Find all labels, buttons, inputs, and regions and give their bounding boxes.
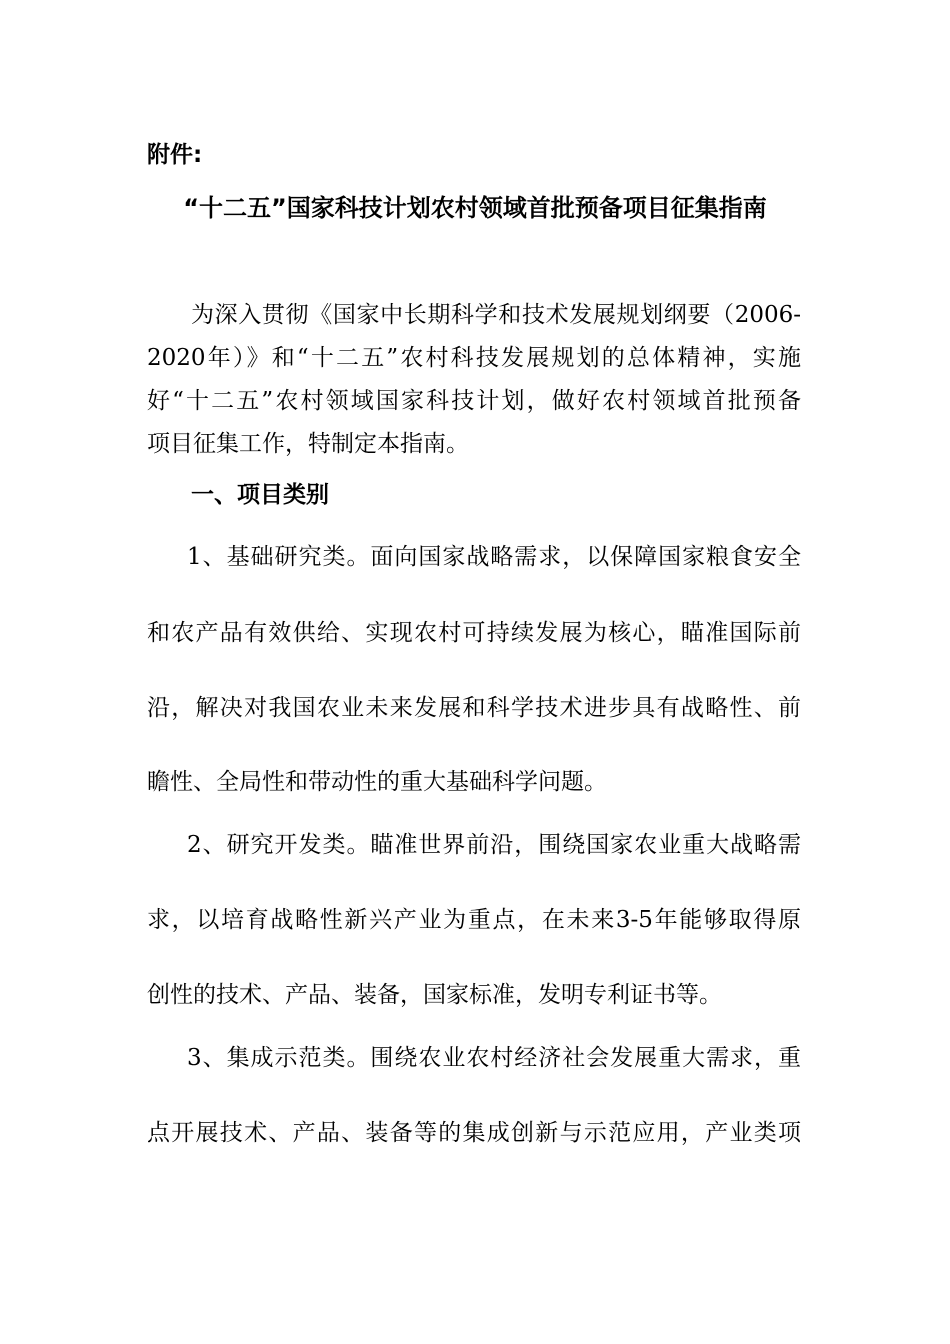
item1-line-4: 瞻性、全局性和带动性的重大基础科学问题。: [147, 769, 607, 795]
document-title: “十二五”国家科技计划农村领域首批预备项目征集指南: [183, 194, 767, 222]
item1-line-3: 沿，解决对我国农业未来发展和科学技术进步具有战略性、前: [147, 695, 801, 721]
intro-line-3: 好“十二五”农村领域国家科技计划，做好农村领域首批预备: [147, 388, 801, 414]
item1-line-1: 1、基础研究类。面向国家战略需求，以保障国家粮食安全: [187, 544, 801, 570]
section-heading: 一、项目类别: [191, 482, 329, 508]
intro-line-2: 2020年）》和“十二五”农村科技发展规划的总体精神，实施: [147, 345, 801, 371]
attachment-label: 附件:: [147, 142, 203, 168]
item2-line-3: 创性的技术、产品、装备，国家标准，发明专利证书等。: [147, 982, 722, 1008]
intro-line-4: 项目征集工作，特制定本指南。: [147, 431, 469, 457]
item1-line-2: 和农产品有效供给、实现农村可持续发展为核心，瞄准国际前: [147, 620, 801, 646]
item3-line-2: 点开展技术、产品、装备等的集成创新与示范应用，产业类项: [147, 1120, 801, 1146]
intro-line-1: 为深入贯彻《国家中长期科学和技术发展规划纲要（2006-: [191, 302, 801, 328]
item2-line-2: 求，以培育战略性新兴产业为重点，在未来3-5年能够取得原: [147, 907, 801, 933]
item2-line-1: 2、研究开发类。瞄准世界前沿，围绕国家农业重大战略需: [187, 832, 801, 858]
item3-line-1: 3、集成示范类。围绕农业农村经济社会发展重大需求，重: [187, 1045, 801, 1071]
